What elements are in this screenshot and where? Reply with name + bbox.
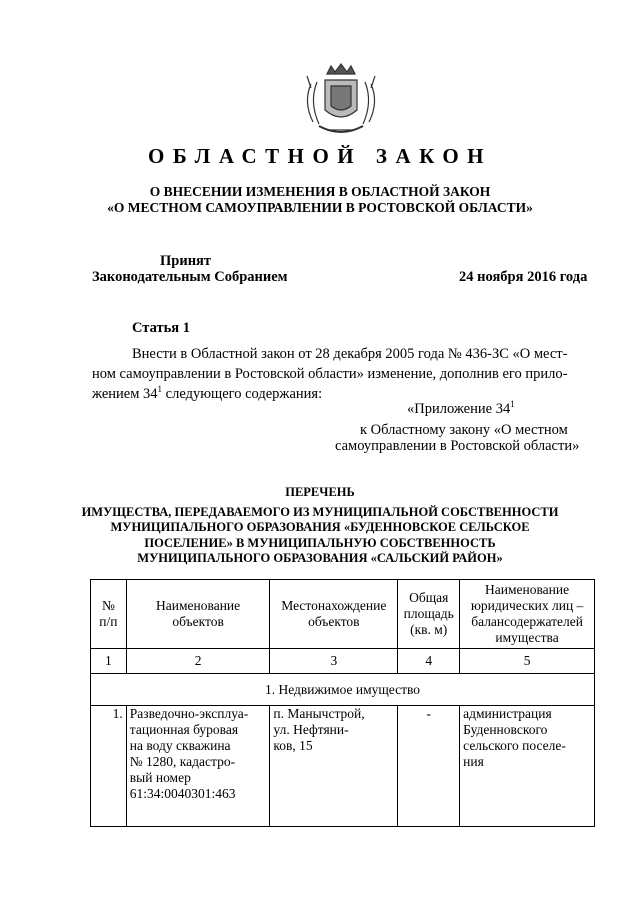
coat-of-arms-emblem (297, 62, 385, 142)
column-number-cell: 3 (270, 649, 398, 674)
table-row (91, 706, 595, 827)
column-number-cell: 2 (126, 649, 270, 674)
article-line1: Внести в Областной закон от 28 декабря 2005 года № 436-ЗС «О мест- (132, 346, 568, 362)
header-cell: № п/п (91, 580, 127, 649)
appendix-to-line2: самоуправлении в Ростовской области» (335, 438, 580, 454)
table-header-row (91, 580, 595, 649)
document-title: ОБЛАСТНОЙ ЗАКОН (147, 144, 492, 168)
appendix-label: «Приложение $34^1$ (407, 399, 515, 417)
column-number-cell: 4 (398, 649, 460, 674)
list-caps-line1: ИМУЩЕСТВА, ПЕРЕДАВАЕМОГО ИЗ МУНИЦИПАЛЬНОЙ СОБСТВЕННОСТИ (81, 505, 559, 519)
header-cell: Наименование юридических лиц – балансодержателей имущества (460, 580, 595, 649)
header-cell: Общая площадь (кв. м) (398, 580, 460, 649)
appendix-to-line1: к Областному закону «О местном (360, 422, 568, 438)
column-number-cell: 1 (91, 649, 127, 674)
header-cell: Местонахождение объектов (270, 580, 398, 649)
article-line2: ном самоуправлении в Ростовской области» изменение, дополнив его прило- (92, 366, 568, 382)
row-holder: администрация Буденновского сельского поселе- ния (460, 706, 595, 827)
list-caps-line3: ПОСЕЛЕНИЕ» В МУНИЦИПАЛЬНУЮ СОБСТВЕННОСТЬ (144, 536, 496, 550)
row-area: - (398, 706, 460, 827)
section-row (91, 674, 595, 706)
column-number-cell: 5 (460, 649, 595, 674)
article-heading: Статья 1 (132, 320, 190, 336)
header-cell: Наименование объектов (126, 580, 270, 649)
list-caps-line2: МУНИЦИПАЛЬНОГО ОБРАЗОВАНИЯ «БУДЕННОВСКОЕ СЕЛЬСКОЕ (110, 520, 530, 534)
row-location: п. Манычстрой, ул. Нефтяни- ков, 15 (270, 706, 398, 827)
list-caps-line4: МУНИЦИПАЛЬНОГО ОБРАЗОВАНИЯ «САЛЬСКИЙ РАЙОН» (137, 551, 503, 565)
row-object-name: Разведочно-эксплуа- тационная буровая на воду скважина № 1280, кадастро- вый номер 61:34:0040301:463 (126, 706, 270, 827)
adoption-accepted: Принят (160, 253, 212, 269)
document-subtitle-line1: О ВНЕСЕНИИ ИЗМЕНЕНИЯ В ОБЛАСТНОЙ ЗАКОН (149, 184, 491, 199)
section-title: 1. Недвижимое имущество (91, 674, 595, 706)
adoption-by: Законодательным Собранием (92, 269, 288, 285)
row-number: 1. (91, 706, 127, 827)
article-line3: жением $34^1$ следующего содержания: (92, 384, 323, 402)
column-number-row (91, 649, 595, 674)
property-table (90, 579, 595, 827)
list-heading: ПЕРЕЧЕНЬ (285, 485, 355, 499)
document-subtitle-line2: «О МЕСТНОМ САМОУПРАВЛЕНИИ В РОСТОВСКОЙ ОБЛАСТИ» (107, 200, 533, 215)
adoption-date: 24 ноября 2016 года (459, 269, 588, 285)
